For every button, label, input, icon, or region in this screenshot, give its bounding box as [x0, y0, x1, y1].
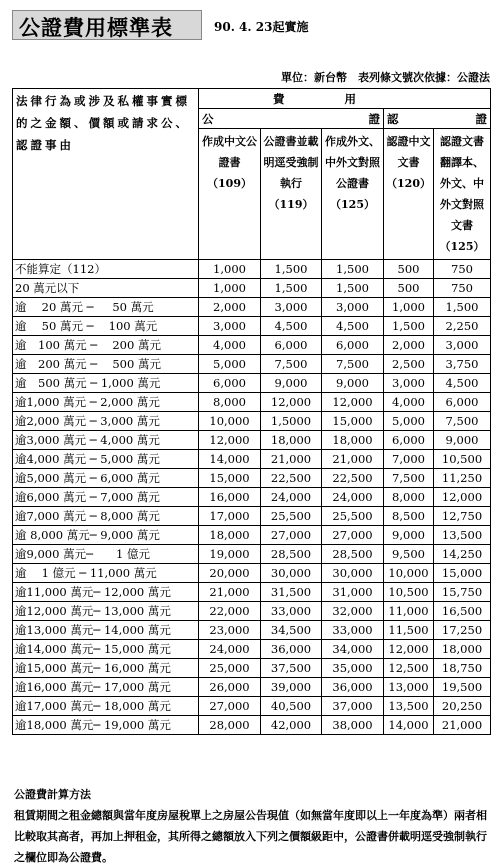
column-header — [199, 129, 261, 260]
fee-cell: 13,500 — [384, 697, 434, 716]
fee-cell: 6,000 — [322, 336, 384, 355]
column-header-ref: （119） — [268, 198, 314, 211]
fee-cell: 7,000 — [384, 450, 434, 469]
table-row — [13, 488, 491, 507]
fee-cell: 31,000 — [322, 583, 384, 602]
fee-cell: 1,500 — [384, 317, 434, 336]
fee-cell: 12,000 — [384, 640, 434, 659]
unit-line: 單位：新台幣 表列條文號次依據：公證法 — [281, 71, 490, 84]
fee-cell: 38,000 — [322, 716, 384, 735]
fee-cell: 9,000 — [434, 431, 491, 450]
fee-cell: 3,750 — [434, 355, 491, 374]
fee-cell: 8,500 — [384, 507, 434, 526]
page-title: 公證費用標準表 — [19, 16, 173, 40]
amount-range-cell: 逾12,000 萬元─ 13,000 萬元 — [13, 602, 199, 621]
fee-cell: 3,000 — [199, 317, 261, 336]
table-row — [13, 697, 491, 716]
amount-range-cell: 逾5,000 萬元 ─ 6,000 萬元 — [13, 469, 199, 488]
amount-range-cell: 不能算定（112） — [13, 260, 199, 279]
fee-cell: 14,000 — [199, 450, 261, 469]
fee-cell: 16,000 — [199, 488, 261, 507]
fee-cell: 1,500 — [434, 298, 491, 317]
fee-cell: 26,000 — [199, 678, 261, 697]
table-row — [13, 336, 491, 355]
fee-cell: 28,000 — [199, 716, 261, 735]
fee-cell: 34,500 — [261, 621, 322, 640]
fee-cell: 11,250 — [434, 469, 491, 488]
table-row — [13, 716, 491, 735]
fee-cell: 1,500 — [261, 260, 322, 279]
fee-cell: 12,000 — [261, 393, 322, 412]
fee-cell: 9,500 — [384, 545, 434, 564]
fee-cell: 10,000 — [384, 564, 434, 583]
fee-cell: 19,500 — [434, 678, 491, 697]
fee-cell: 27,000 — [261, 526, 322, 545]
amount-range-cell: 逾18,000 萬元─ 19,000 萬元 — [13, 716, 199, 735]
table-row — [13, 393, 491, 412]
column-header — [384, 129, 434, 260]
column-header-label: 作成中文公證書 — [202, 135, 257, 169]
fee-cell: 9,000 — [384, 526, 434, 545]
fee-cell: 6,000 — [199, 374, 261, 393]
fee-cell: 9,000 — [261, 374, 322, 393]
notes-heading: 公證費計算方法 — [14, 788, 91, 801]
header-left-label: 法律行為或涉及私權事實標的之金額、價額或請求公、認證事由 — [13, 89, 199, 260]
fee-cell: 7,500 — [261, 355, 322, 374]
fee-cell: 37,000 — [322, 697, 384, 716]
fee-cell: 8,000 — [199, 393, 261, 412]
amount-range-cell: 逾 8,000 萬元─ 9,000 萬元 — [13, 526, 199, 545]
fee-cell: 28,500 — [322, 545, 384, 564]
fee-cell: 2,500 — [384, 355, 434, 374]
amount-range-cell: 逾2,000 萬元 ─ 3,000 萬元 — [13, 412, 199, 431]
table-row — [13, 279, 491, 298]
title-box — [12, 10, 202, 40]
fee-cell: 12,750 — [434, 507, 491, 526]
fee-cell: 500 — [384, 260, 434, 279]
fee-cell: 16,500 — [434, 602, 491, 621]
amount-range-cell: 逾 20 萬元 ─ 50 萬元 — [13, 298, 199, 317]
fee-cell: 18,750 — [434, 659, 491, 678]
table-row — [13, 450, 491, 469]
fee-cell: 36,000 — [261, 640, 322, 659]
table-row — [13, 678, 491, 697]
fee-cell: 3,000 — [322, 298, 384, 317]
table-row — [13, 659, 491, 678]
fee-cell: 18,000 — [199, 526, 261, 545]
fee-cell: 5,000 — [384, 412, 434, 431]
fee-cell: 6,000 — [384, 431, 434, 450]
table-row — [13, 469, 491, 488]
fee-cell: 2,000 — [384, 336, 434, 355]
fee-cell: 750 — [434, 260, 491, 279]
amount-range-cell: 逾1,000 萬元 ─ 2,000 萬元 — [13, 393, 199, 412]
fee-cell: 19,000 — [199, 545, 261, 564]
fee-cell: 25,500 — [322, 507, 384, 526]
amount-range-cell: 逾 1 億元 ─ 11,000 萬元 — [13, 564, 199, 583]
fee-cell: 20,000 — [199, 564, 261, 583]
fee-cell: 17,000 — [199, 507, 261, 526]
header-notary-label: 公 — [202, 111, 214, 126]
header-cert-label: 認 — [387, 111, 399, 126]
fee-cell: 39,000 — [261, 678, 322, 697]
column-header-label: 認證文書翻譯本、外文、中外文對照文書 — [440, 135, 485, 232]
fee-cell: 23,000 — [199, 621, 261, 640]
notes-section — [14, 784, 494, 868]
fee-cell: 42,000 — [261, 716, 322, 735]
fee-cell: 5,000 — [199, 355, 261, 374]
header-cert-group — [384, 109, 491, 129]
fee-cell: 3,000 — [261, 298, 322, 317]
fee-cell: 25,000 — [199, 659, 261, 678]
table-row — [13, 545, 491, 564]
fee-cell: 6,000 — [261, 336, 322, 355]
fee-cell: 33,000 — [322, 621, 384, 640]
fee-cell: 15,000 — [322, 412, 384, 431]
fee-cell: 1,000 — [384, 298, 434, 317]
amount-range-cell: 逾7,000 萬元 ─ 8,000 萬元 — [13, 507, 199, 526]
column-header-label: 認證中文文書 — [386, 135, 431, 169]
fee-cell: 13,500 — [434, 526, 491, 545]
table-row — [13, 640, 491, 659]
fee-cell: 15,000 — [434, 564, 491, 583]
fee-cell: 3,000 — [384, 374, 434, 393]
table-row — [13, 412, 491, 431]
amount-range-cell: 逾6,000 萬元 ─ 7,000 萬元 — [13, 488, 199, 507]
effective-date: 90. 4. 23起實施 — [214, 20, 309, 34]
fee-cell: 21,000 — [261, 450, 322, 469]
fee-cell: 31,500 — [261, 583, 322, 602]
fee-cell: 12,000 — [199, 431, 261, 450]
fee-cell: 30,000 — [322, 564, 384, 583]
fee-cell: 8,000 — [384, 488, 434, 507]
fee-cell: 4,500 — [261, 317, 322, 336]
fee-cell: 28,500 — [261, 545, 322, 564]
fee-cell: 10,000 — [199, 412, 261, 431]
fee-cell: 30,000 — [261, 564, 322, 583]
table-row — [13, 355, 491, 374]
fee-cell: 18,000 — [434, 640, 491, 659]
fee-cell: 11,500 — [384, 621, 434, 640]
column-header — [434, 129, 491, 260]
column-header — [322, 129, 384, 260]
header-fee-label: 費用 — [199, 89, 491, 109]
header-notary-label-end: 證 — [368, 111, 380, 126]
fee-cell: 1,000 — [199, 260, 261, 279]
fee-cell: 2,250 — [434, 317, 491, 336]
fee-cell: 24,000 — [261, 488, 322, 507]
table-row — [13, 431, 491, 450]
fee-cell: 1,500 — [261, 279, 322, 298]
fee-cell: 32,000 — [322, 602, 384, 621]
fee-cell: 27,000 — [199, 697, 261, 716]
table-row — [13, 583, 491, 602]
fee-cell: 1,000 — [199, 279, 261, 298]
notes-body: 租賃期間之租金總額與當年度房屋稅單上之房屋公告現值（如無當年度即以上一年度為準）兩者相比較取其高者，再加上押租金，其所得之總額放入下列之價額級距中，公證書併載明逕受強制執行之欄位即為公證費。 — [14, 809, 487, 864]
fee-cell: 20,250 — [434, 697, 491, 716]
fee-cell: 10,500 — [434, 450, 491, 469]
fee-cell: 1,5000 — [261, 412, 322, 431]
fee-cell: 4,500 — [322, 317, 384, 336]
fee-cell: 7,500 — [434, 412, 491, 431]
amount-range-cell: 逾 50 萬元 ─ 100 萬元 — [13, 317, 199, 336]
column-header-ref: （125） — [330, 198, 375, 211]
fee-cell: 33,000 — [261, 602, 322, 621]
fee-cell: 500 — [384, 279, 434, 298]
header-notary-group — [199, 109, 384, 129]
fee-cell: 40,500 — [261, 697, 322, 716]
fee-cell: 7,500 — [384, 469, 434, 488]
fee-cell: 22,500 — [261, 469, 322, 488]
table-row — [13, 374, 491, 393]
fee-cell: 4,000 — [384, 393, 434, 412]
table-row — [13, 526, 491, 545]
amount-range-cell: 20 萬元以下 — [13, 279, 199, 298]
amount-range-cell: 逾 200 萬元 ─ 500 萬元 — [13, 355, 199, 374]
fee-cell: 15,000 — [199, 469, 261, 488]
fee-cell: 24,000 — [322, 488, 384, 507]
column-header-label: 作成外文、中外文對照公證書 — [325, 135, 380, 190]
amount-range-cell: 逾11,000 萬元─ 12,000 萬元 — [13, 583, 199, 602]
fee-cell: 34,000 — [322, 640, 384, 659]
column-header-label: 公證書並載明逕受強制執行 — [263, 135, 319, 190]
fee-cell: 13,000 — [384, 678, 434, 697]
table-row — [13, 298, 491, 317]
fee-cell: 7,500 — [322, 355, 384, 374]
fee-cell: 37,500 — [261, 659, 322, 678]
fee-cell: 24,000 — [199, 640, 261, 659]
fee-rows — [13, 260, 491, 735]
amount-range-cell: 逾 100 萬元 ─ 200 萬元 — [13, 336, 199, 355]
amount-range-cell: 逾14,000 萬元─ 15,000 萬元 — [13, 640, 199, 659]
fee-cell: 21,000 — [322, 450, 384, 469]
fee-cell: 21,000 — [434, 716, 491, 735]
header-cert-label-end: 證 — [475, 111, 488, 126]
fee-cell: 4,500 — [434, 374, 491, 393]
fee-cell: 4,000 — [199, 336, 261, 355]
fee-cell: 14,250 — [434, 545, 491, 564]
fee-cell: 18,000 — [322, 431, 384, 450]
fee-cell: 21,000 — [199, 583, 261, 602]
table-row — [13, 621, 491, 640]
column-header-ref: （120） — [386, 177, 431, 190]
fee-cell: 15,750 — [434, 583, 491, 602]
fee-cell: 36,000 — [322, 678, 384, 697]
amount-range-cell: 逾9,000 萬元─ 1 億元 — [13, 545, 199, 564]
fee-cell: 1,500 — [322, 260, 384, 279]
fee-cell: 12,000 — [322, 393, 384, 412]
fee-cell: 22,500 — [322, 469, 384, 488]
amount-range-cell: 逾16,000 萬元─ 17,000 萬元 — [13, 678, 199, 697]
column-header-ref: （125） — [439, 240, 485, 253]
fee-table — [12, 88, 491, 735]
table-row — [13, 317, 491, 336]
fee-cell: 2,000 — [199, 298, 261, 317]
table-row — [13, 260, 491, 279]
fee-cell: 12,500 — [384, 659, 434, 678]
fee-cell: 10,500 — [384, 583, 434, 602]
fee-cell: 22,000 — [199, 602, 261, 621]
fee-cell: 17,250 — [434, 621, 491, 640]
fee-cell: 35,000 — [322, 659, 384, 678]
fee-cell: 750 — [434, 279, 491, 298]
amount-range-cell: 逾 500 萬元 ─ 1,000 萬元 — [13, 374, 199, 393]
table-row — [13, 507, 491, 526]
table-row — [13, 564, 491, 583]
amount-range-cell: 逾15,000 萬元─ 16,000 萬元 — [13, 659, 199, 678]
fee-cell: 1,500 — [322, 279, 384, 298]
fee-cell: 12,000 — [434, 488, 491, 507]
amount-range-cell: 逾4,000 萬元 ─ 5,000 萬元 — [13, 450, 199, 469]
fee-cell: 14,000 — [384, 716, 434, 735]
fee-cell: 18,000 — [261, 431, 322, 450]
table-row — [13, 602, 491, 621]
amount-range-cell: 逾13,000 萬元─ 14,000 萬元 — [13, 621, 199, 640]
amount-range-cell: 逾17,000 萬元─ 18,000 萬元 — [13, 697, 199, 716]
fee-cell: 6,000 — [434, 393, 491, 412]
fee-cell: 27,000 — [322, 526, 384, 545]
fee-cell: 25,500 — [261, 507, 322, 526]
amount-range-cell: 逾3,000 萬元 ─ 4,000 萬元 — [13, 431, 199, 450]
column-header — [261, 129, 322, 260]
fee-cell: 9,000 — [322, 374, 384, 393]
fee-cell: 11,000 — [384, 602, 434, 621]
column-header-ref: （109） — [207, 177, 252, 190]
fee-cell: 3,000 — [434, 336, 491, 355]
